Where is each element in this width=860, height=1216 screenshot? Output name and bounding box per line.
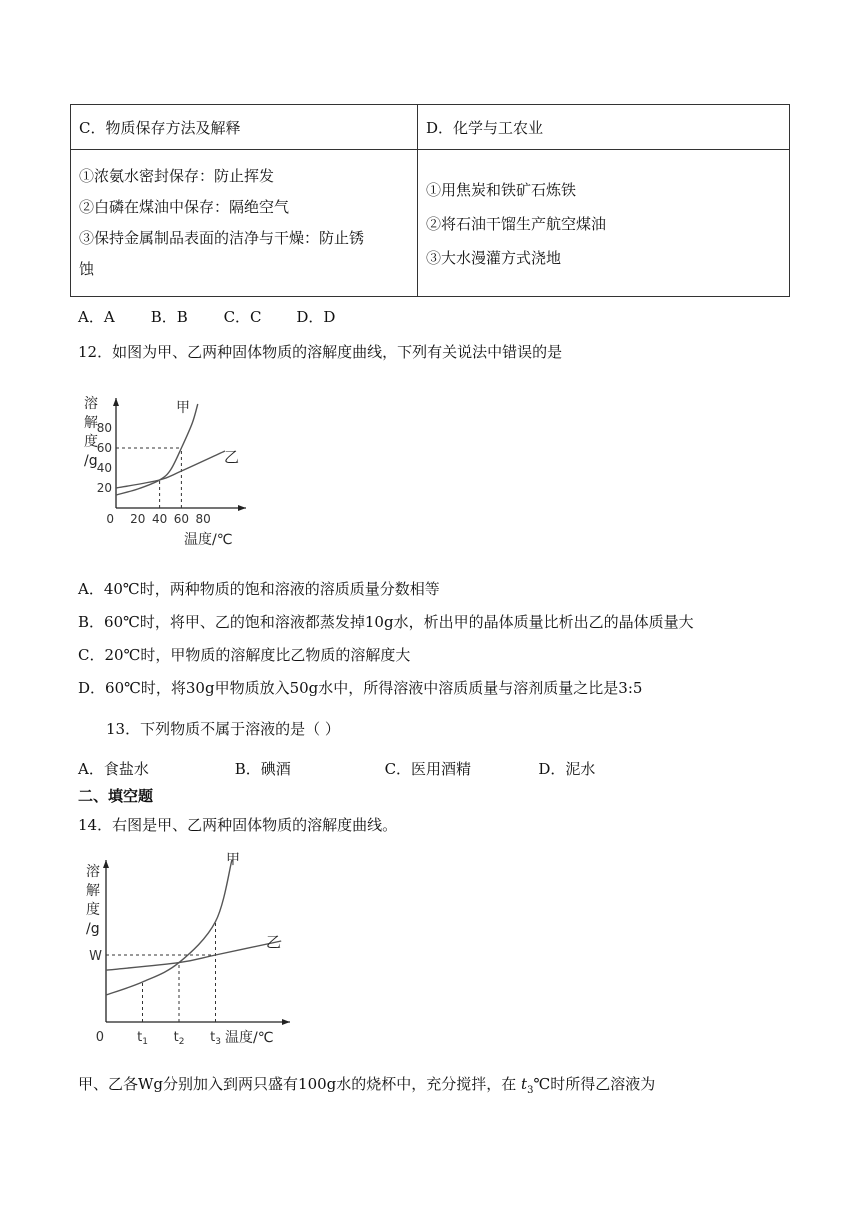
series-jia-line (106, 860, 232, 995)
x-axis-arrow-icon (282, 1019, 290, 1025)
y-axis-label: 解 (84, 415, 98, 431)
y-tick-label: W (89, 949, 102, 965)
y-axis-arrow-icon (103, 860, 109, 868)
c-item: 蚀 (79, 260, 95, 278)
q12-stem: 12．如图为甲、乙两种固体物质的溶解度曲线，下列有关说法中错误的是 (78, 343, 563, 361)
y-tick-label: 20 (96, 481, 112, 495)
x-tick-label: 0 (95, 1030, 104, 1045)
x-tick-label: 20 (130, 512, 146, 526)
q14-tail (78, 1073, 655, 1096)
q14-tail-prefix: 甲、乙各Wg分别加入到两只盛有100g水的烧杯中，充分搅拌，在 (78, 1075, 522, 1093)
d-item: ①用焦炭和铁矿石炼铁 (426, 180, 577, 199)
q14-stem: 14．右图是甲、乙两种固体物质的溶解度曲线。 (78, 816, 398, 834)
choice-d[interactable]: D．D (296, 308, 336, 326)
y-axis-label: /g (86, 921, 100, 937)
temp-subscript: 3 (527, 1085, 534, 1096)
q12-option-b[interactable]: B．60℃时，将甲、乙的饱和溶液都蒸发掉10g水，析出甲的晶体质量比析出乙的晶体质量大 (78, 613, 694, 631)
y-tick-label: 80 (96, 421, 112, 435)
choice-b[interactable]: B．碘酒 (234, 760, 291, 778)
x-tick-label: 80 (195, 512, 211, 526)
x-axis-arrow-icon (238, 505, 246, 511)
solubility-chart-1 (78, 384, 278, 554)
choice-d[interactable]: D．泥水 (538, 760, 596, 778)
x-tick-label: 40 (151, 512, 168, 526)
series-yi-label: 乙 (224, 448, 240, 466)
x-axis-label: 温度/℃ (225, 1030, 274, 1046)
q13-choices (78, 758, 595, 779)
q12-option-c[interactable]: C．20℃时，甲物质的溶解度比乙物质的溶解度大 (78, 646, 411, 664)
temp-symbol: t (521, 1075, 528, 1093)
y-axis-label: 溶 (84, 396, 98, 412)
series-yi-label: 乙 (266, 933, 282, 951)
d-item: ③大水漫灌方式浇地 (426, 248, 562, 267)
x-tick-label: 0 (106, 512, 114, 526)
y-tick-label: 40 (96, 461, 112, 475)
x-tick-label: $t_1$ (137, 1030, 148, 1047)
y-axis-label: 度 (86, 902, 100, 918)
q11-choices (78, 306, 335, 327)
series-jia-label: 甲 (176, 400, 190, 416)
x-tick-label: $t_2$ (173, 1030, 185, 1047)
q13-stem: 13．下列物质不属于溶液的是（ ） (106, 720, 340, 738)
y-axis-label: /g (84, 453, 98, 469)
c-item: ①浓氨水密封保存：防止挥发 (79, 167, 275, 185)
options-table (70, 104, 790, 297)
q14-tail-suffix: ℃时所得乙溶液为 (533, 1075, 656, 1093)
choice-a[interactable]: A．食盐水 (78, 760, 149, 778)
y-axis-label: 度 (84, 434, 98, 450)
y-axis-label: 溶 (86, 864, 100, 880)
table-cell-d-body (418, 150, 790, 297)
c-item: ②白磷在煤油中保存：隔绝空气 (79, 198, 290, 216)
choice-c[interactable]: C．医用酒精 (384, 760, 472, 778)
q12-option-d[interactable]: D．60℃时，将30g甲物质放入50g水中，所得溶液中溶质质量与溶剂质量之比是3:5 (78, 679, 643, 697)
table-cell-c-header: C．物质保存方法及解释 (71, 105, 418, 150)
solubility-chart-2 (78, 846, 298, 1056)
series-yi-line (106, 941, 281, 970)
y-axis-arrow-icon (113, 398, 119, 406)
choice-c[interactable]: C．C (223, 308, 262, 326)
x-tick-label: 60 (173, 512, 190, 526)
q12-option-a[interactable]: A．40℃时，两种物质的饱和溶液的溶质质量分数相等 (78, 580, 440, 598)
y-axis-label: 解 (86, 883, 100, 899)
y-tick-label: 60 (96, 441, 112, 455)
choice-a[interactable]: A．A (78, 308, 115, 326)
table-cell-c-body (71, 150, 418, 297)
table-cell-d-header: D．化学与工农业 (418, 105, 790, 150)
x-axis-label: 温度/℃ (184, 532, 233, 548)
choice-b[interactable]: B．B (150, 308, 188, 326)
x-tick-label: $t_3$ (210, 1030, 221, 1047)
c-item: ③保持金属制品表面的洁净与干燥：防止锈 (79, 229, 365, 247)
d-item: ②将石油干馏生产航空煤油 (426, 214, 607, 233)
section-title: 二、填空题 (78, 787, 154, 805)
series-jia-label: 甲 (226, 852, 240, 868)
